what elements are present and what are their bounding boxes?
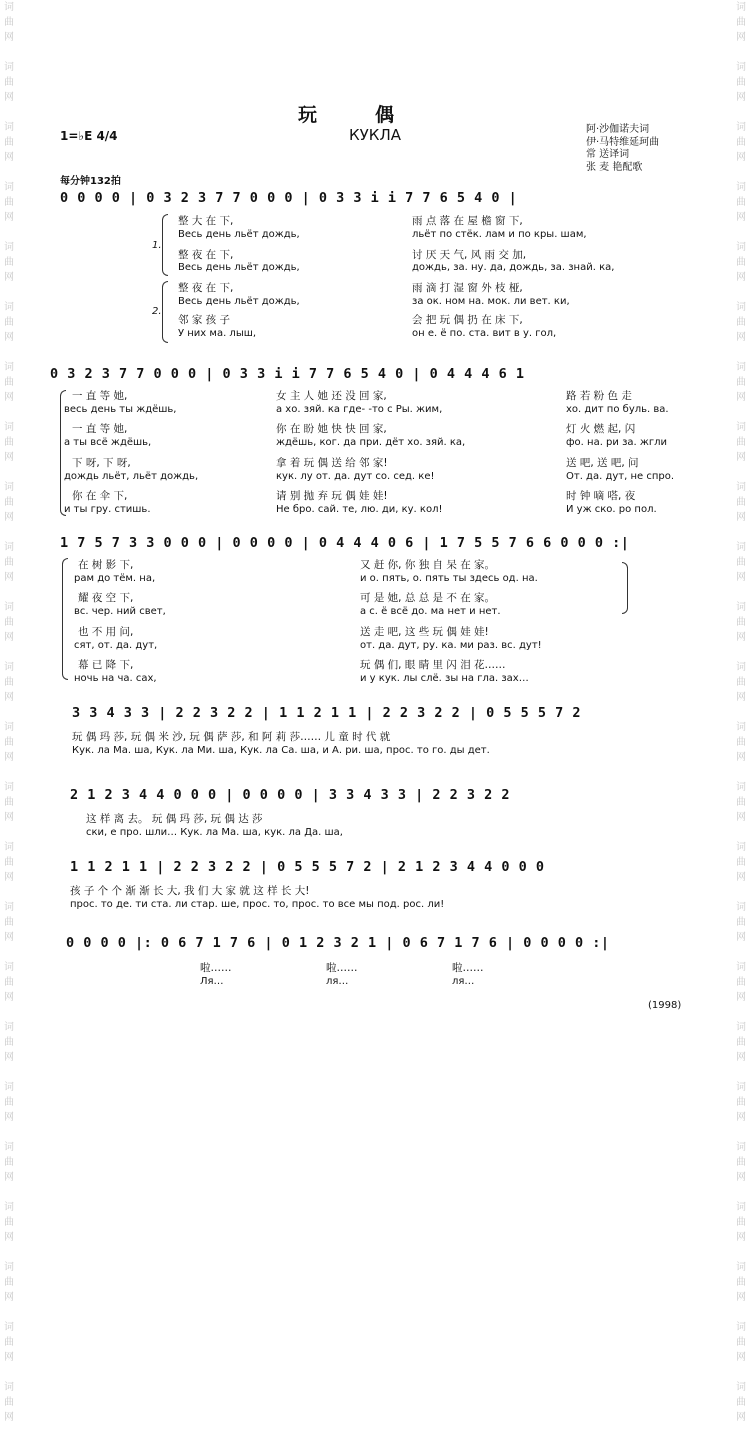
lyric-ru: дождь, за. ну. да, дождь, за. знай. ка,	[412, 262, 615, 273]
notation-line-2: 0 3 2 3 7 7 0 0 0 | 0 3 3 i i 7 7 6 5 4 0 | 0 4 4 4 6 1	[50, 366, 525, 382]
lyric-ru: У них ма. лыш,	[178, 328, 257, 339]
lyric-zh: 你 在 盼 她 快 快 回 家,	[276, 423, 387, 435]
verse-bracket-2	[162, 281, 168, 343]
lyric-zh: 送 吧, 送 吧, 问	[566, 457, 639, 469]
lyric-ru: И уж ско. ро пол.	[566, 504, 657, 515]
lyric-zh: 可 是 她, 总 总 是 不 在 家。	[360, 592, 496, 604]
lyric-ru: за ок. ном на. мок. ли вет. ки,	[412, 296, 570, 307]
lyric-ru: от. да. дут, ру. ка. ми раз. вс. дут!	[360, 640, 542, 651]
verse-number-2: 2.	[152, 306, 162, 317]
lyric-zh: 啦……	[200, 962, 232, 974]
lyric-ru: а хо. зяй. ка где- -то с Ры. жим,	[276, 404, 443, 415]
lyric-ru: Весь день льёт дождь,	[178, 229, 300, 240]
verse-bracket-1	[162, 214, 168, 276]
lyric-zh: 灯 火 燃 起, 闪	[566, 423, 636, 435]
lyric-zh: 路 若 粉 色 走	[566, 390, 632, 402]
lyric-ru: хо. дит по буль. ва.	[566, 404, 669, 415]
lyric-ru: ски, е про. шли… Кук. ла Ма. ша, кук. ла Да. ша,	[86, 827, 343, 838]
lyric-ru: сят, от. да. дут,	[74, 640, 158, 651]
lyric-zh: 幕 已 降 下,	[78, 659, 134, 671]
notation-line-4: 3 3 4 3 3 | 2 2 3 2 2 | 1 1 2 1 1 | 2 2 3 2 2 | 0 5 5 5 7 2	[72, 705, 582, 721]
lyric-ru: ля…	[452, 976, 475, 987]
lyric-ru: Не бро. сай. те, лю. ди, ку. кол!	[276, 504, 443, 515]
lyric-ru: прос. то де. ти ста. ли стар. ше, прос. то, прос. то все мы под. рос. ли!	[70, 899, 445, 910]
lyric-ru: а с. ё всё до. ма нет и нет.	[360, 606, 501, 617]
notation-line-3: 1 7 5 7 3 3 0 0 0 | 0 0 0 0 | 0 4 4 4 0 6 | 1 7 5 5 7 6 6 0 0 0 :|	[60, 535, 630, 551]
lyric-zh: 一 直 等 她,	[72, 390, 128, 402]
credit-lyricist: 阿·沙伽诺夫词	[586, 124, 650, 135]
lyric-ru: Весь день льёт дождь,	[178, 296, 300, 307]
lyric-ru: кук. лу от. да. дут со. сед. ке!	[276, 471, 435, 482]
lyric-zh: 你 在 伞 下,	[72, 490, 128, 502]
lyric-zh: 啦……	[452, 962, 484, 974]
lyric-zh: 整 夜 在 下,	[178, 282, 234, 294]
credit-composer: 伊·马特维延珂曲	[586, 136, 660, 148]
lyric-zh: 这 样 离 去。 玩 偶 玛 莎, 玩 偶 达 莎	[86, 813, 263, 825]
lyric-zh: 讨 厌 天 气, 风 雨 交 加,	[412, 249, 527, 261]
lyric-zh: 又 赶 你, 你 独 自 呆 在 家。	[360, 559, 496, 571]
watermark-left: 词 曲 网 词 曲 网 词 曲 网 词 曲 网 词 曲 网 词 曲 网 词 曲 网 词 曲 网 词 曲 网 词 曲 网 词 曲 网 词 曲 网 词 曲 网 词 曲 网 词 曲 网 词 曲 网 词 曲 网 词 曲 网 词 曲 网 词 曲 网 词 曲 网 词 曲 网 词 曲 网 词 曲 网	[4, 2, 14, 1423]
watermark-right: 词 曲 网 词 曲 网 词 曲 网 词 曲 网 词 曲 网 词 曲 网 词 曲 网 词 曲 网 词 曲 网 词 曲 网 词 曲 网 词 曲 网 词 曲 网 词 曲 网 词 曲 网 词 曲 网 词 曲 网 词 曲 网 词 曲 网 词 曲 网 词 曲 网 词 曲 网 词 曲 网 词 曲 网	[736, 2, 746, 1423]
lyric-ru: весь день ты ждёшь,	[64, 404, 177, 415]
lyric-zh: 孩 子 个 个 渐 渐 长 大, 我 们 大 家 就 这 样 长 大!	[70, 885, 310, 897]
lyric-ru: льёт по стёк. лам и по кры. шам,	[412, 229, 587, 240]
lyric-zh: 玩 偶 玛 莎, 玩 偶 米 沙, 玩 偶 萨 莎, 和 阿 莉 莎…… 儿 童 时 代 就	[72, 731, 391, 743]
lyric-ru: дождь льёт, льёт дождь,	[64, 471, 199, 482]
tempo-marking: 每分钟132拍	[60, 176, 121, 187]
lyric-zh: 耀 夜 空 下,	[78, 592, 134, 604]
verse-bracket	[622, 562, 628, 614]
lyric-zh: 一 直 等 她,	[72, 423, 128, 435]
year: (1998)	[648, 1000, 682, 1011]
lyric-zh: 玩 偶 们, 眼 睛 里 闪 泪 花……	[360, 659, 506, 671]
lyric-ru: вс. чер. ний свет,	[74, 606, 166, 617]
lyric-ru: фо. на. ри за. жгли	[566, 437, 668, 448]
lyric-ru: а ты всё ждёшь,	[64, 437, 152, 448]
lyric-zh: 女 主 人 她 还 没 回 家,	[276, 390, 387, 402]
lyric-zh: 雨 点 落 在 屋 檐 窗 下,	[412, 215, 523, 227]
lyric-zh: 拿 着 玩 偶 送 给 邻 家!	[276, 457, 388, 469]
song-title: 玩偶	[297, 104, 452, 126]
lyric-zh: 整 大 在 下,	[178, 215, 234, 227]
lyric-ru: рам до тём. на,	[74, 573, 156, 584]
notation-line-1: 0 0 0 0 | 0 3 2 3 7 7 0 0 0 | 0 3 3 i i 7 7 6 5 4 0 |	[60, 190, 518, 206]
credit-translator: 常 送译词	[586, 149, 630, 160]
lyric-ru: и ты гру. стишь.	[64, 504, 151, 515]
lyric-zh: 会 把 玩 偶 扔 在 床 下,	[412, 314, 523, 326]
lyric-zh: 也 不 用 问,	[78, 626, 134, 638]
lyric-ru: Весь день льёт дождь,	[178, 262, 300, 273]
verse-number-1: 1.	[152, 240, 162, 251]
lyric-zh: 啦……	[326, 962, 358, 974]
lyric-zh: 整 夜 在 下,	[178, 249, 234, 261]
verse-bracket	[62, 558, 68, 680]
lyric-zh: 时 钟 嘀 嗒, 夜	[566, 490, 636, 502]
notation-line-7: 0 0 0 0 |: 0 6 7 1 7 6 | 0 1 2 3 2 1 | 0 6 7 1 7 6 | 0 0 0 0 :|	[66, 935, 610, 951]
lyric-ru: Кук. ла Ма. ша, Кук. ла Ми. ша, Кук. ла Са. ша, и А. ри. ша, прос. то го. ды дет.	[72, 745, 490, 756]
lyric-zh: 邻 家 孩 子	[178, 314, 231, 326]
lyric-ru: ночь на ча. сах,	[74, 673, 157, 684]
lyric-ru: ля…	[326, 976, 349, 987]
notation-line-5: 2 1 2 3 4 4 0 0 0 | 0 0 0 0 | 3 3 4 3 3 | 2 2 3 2 2	[70, 787, 511, 803]
lyric-ru: ждёшь, ког. да при. дёт хо. зяй. ка,	[276, 437, 466, 448]
lyric-zh: 请 别 抛 弃 玩 偶 娃 娃!	[276, 490, 388, 502]
lyric-ru: От. да. дут, не спро.	[566, 471, 675, 482]
lyric-zh: 下 呀, 下 呀,	[72, 457, 131, 469]
credits	[586, 124, 659, 174]
lyric-ru: и о. пять, о. пять ты здесь од. на.	[360, 573, 538, 584]
credit-arranger: 张 麦 艳配歌	[586, 161, 643, 173]
lyric-zh: 在 树 影 下,	[78, 559, 134, 571]
lyric-zh: 雨 滴 打 湿 窗 外 枝 桠,	[412, 282, 523, 294]
notation-line-6: 1 1 2 1 1 | 2 2 3 2 2 | 0 5 5 5 7 2 | 2 1 2 3 4 4 0 0 0	[70, 859, 545, 875]
key-signature: 1=♭E 4/4	[60, 129, 118, 143]
lyric-ru: и у кук. лы слё. зы на гла. зах…	[360, 673, 529, 684]
lyric-zh: 送 走 吧, 这 些 玩 偶 娃 娃!	[360, 626, 489, 638]
lyric-ru: он е. ё по. ста. вит в у. гол,	[412, 328, 557, 339]
lyric-ru: Ля…	[200, 976, 224, 987]
song-title-russian: КУКЛА	[349, 126, 401, 144]
